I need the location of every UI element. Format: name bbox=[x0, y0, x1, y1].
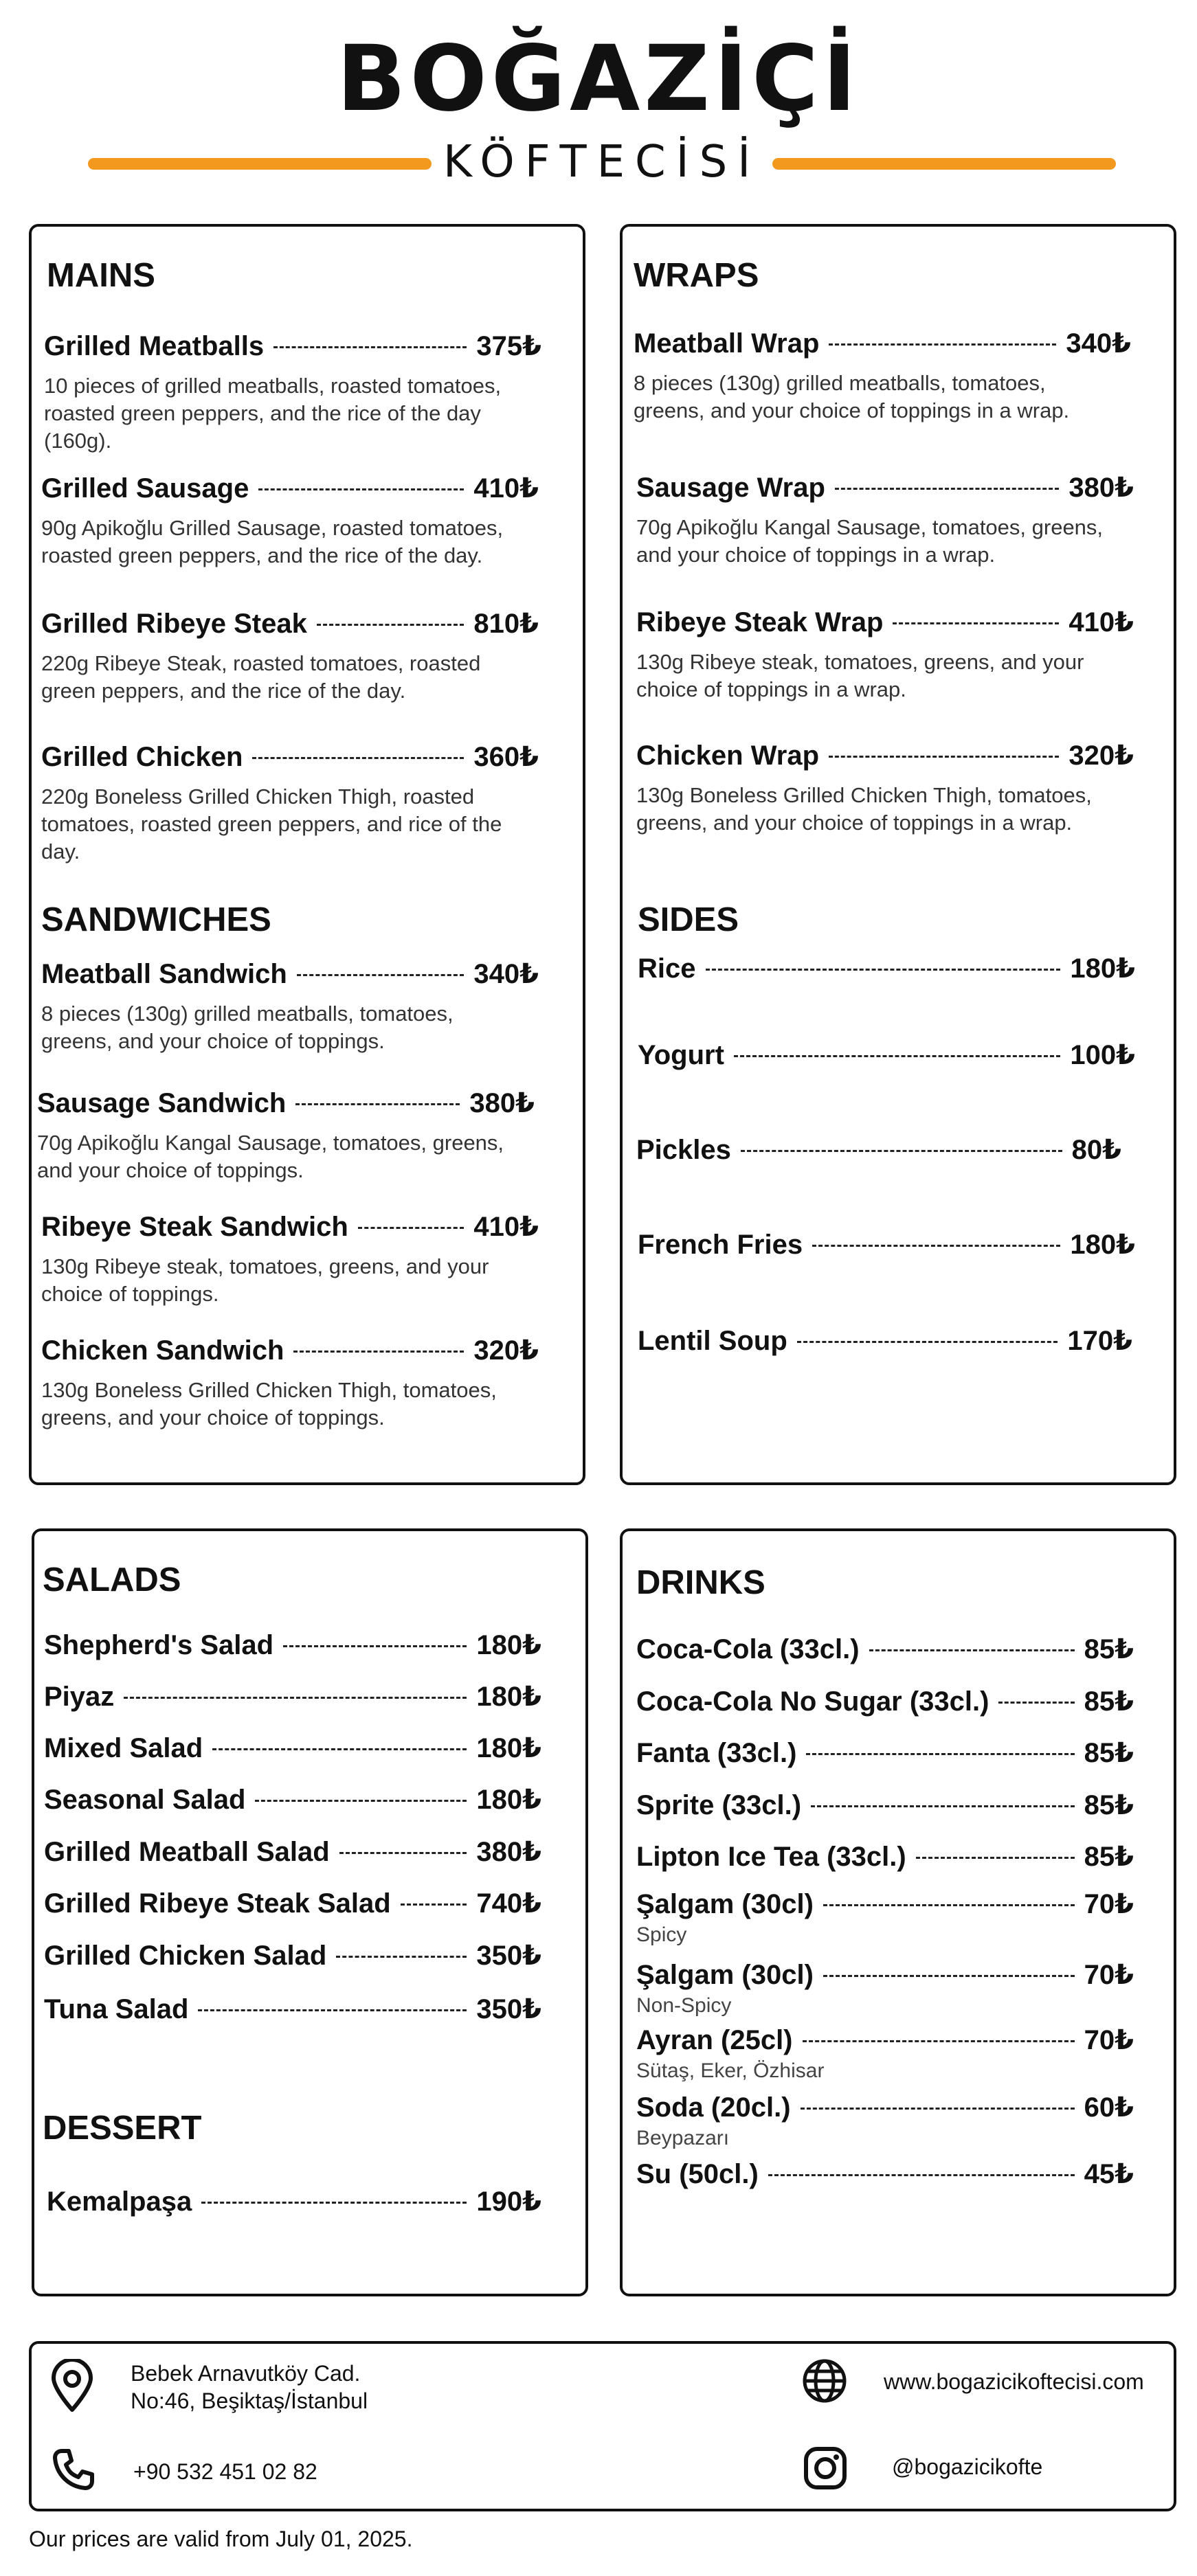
item-price: 85₺ bbox=[1084, 1842, 1134, 1872]
leader-dots bbox=[258, 488, 464, 490]
map-pin-icon bbox=[48, 2359, 96, 2413]
leader-dots bbox=[829, 756, 1059, 758]
address-line-1: Bebek Arnavutköy Cad. bbox=[131, 2361, 361, 2386]
item-name: Meatball Wrap bbox=[634, 328, 820, 359]
item-name: Pickles bbox=[636, 1135, 731, 1165]
item-name: Fanta (33cl.) bbox=[636, 1738, 797, 1768]
item-description: 70g Apikoğlu Kangal Sausage, tomatoes, greens, and your choice of toppings. bbox=[37, 1131, 504, 1182]
leader-dots bbox=[283, 1645, 467, 1647]
item-price: 85₺ bbox=[1084, 1790, 1134, 1820]
item-price: 320₺ bbox=[473, 1335, 539, 1366]
item-name: Grilled Ribeye Steak Salad bbox=[44, 1888, 391, 1919]
item-name: Grilled Meatballs bbox=[44, 331, 265, 361]
leader-dots bbox=[823, 1975, 1075, 1977]
leader-dots bbox=[255, 1800, 467, 1802]
item-description: 130g Ribeye steak, tomatoes, greens, and your choice of toppings in a wrap. bbox=[636, 650, 1084, 701]
menu-item bbox=[636, 1631, 1134, 1667]
brand-title: BOĞAZİÇİ bbox=[336, 26, 861, 132]
menu-item bbox=[44, 1991, 541, 2027]
item-price: 360₺ bbox=[473, 742, 539, 772]
menu-item bbox=[636, 1132, 1121, 1168]
menu-item bbox=[638, 951, 1135, 986]
item-price: 410₺ bbox=[473, 1212, 539, 1242]
item-name: Su (50cl.) bbox=[636, 2159, 759, 2189]
salads-dessert-panel bbox=[32, 1528, 588, 2296]
item-name: Sprite (33cl.) bbox=[636, 1790, 802, 1820]
menu-item bbox=[41, 1209, 539, 1308]
menu-item bbox=[634, 326, 1131, 425]
leader-dots bbox=[998, 1702, 1074, 1704]
item-price: 180₺ bbox=[476, 1733, 541, 1763]
menu-item bbox=[44, 1627, 541, 1663]
item-note: Beypazarı bbox=[636, 2127, 730, 2149]
leader-dots bbox=[893, 622, 1059, 624]
item-price: 80₺ bbox=[1071, 1135, 1121, 1165]
item-name: Piyaz bbox=[44, 1682, 115, 1712]
menu-item bbox=[638, 1227, 1135, 1263]
item-description: 220g Ribeye Steak, roasted tomatoes, roasted green peppers, and the rice of the day. bbox=[41, 651, 481, 703]
item-price: 410₺ bbox=[1069, 607, 1134, 637]
mains-title: MAINS bbox=[47, 257, 155, 294]
leader-dots bbox=[734, 1055, 1061, 1057]
leader-dots bbox=[869, 1649, 1075, 1651]
price-validity-note: Our prices are valid from July 01, 2025. bbox=[29, 2527, 413, 2551]
instagram-icon bbox=[803, 2445, 848, 2491]
item-price: 380₺ bbox=[476, 1837, 541, 1867]
item-price: 170₺ bbox=[1067, 1326, 1132, 1356]
drinks-title: DRINKS bbox=[636, 1564, 765, 1601]
item-description: 8 pieces (130g) grilled meatballs, tomatoes, greens, and your choice of toppings. bbox=[41, 1002, 454, 1053]
item-name: French Fries bbox=[638, 1230, 803, 1260]
menu-item bbox=[44, 1730, 541, 1766]
drinks-panel bbox=[620, 1528, 1176, 2296]
salads-title: SALADS bbox=[43, 1561, 181, 1598]
item-name: Coca-Cola (33cl.) bbox=[636, 1634, 860, 1664]
leader-dots bbox=[768, 2174, 1075, 2176]
leader-dots bbox=[317, 624, 465, 626]
item-name: Rice bbox=[638, 953, 696, 984]
item-name: Yogurt bbox=[638, 1040, 724, 1070]
leader-dots bbox=[806, 1753, 1074, 1755]
item-description: 130g Boneless Grilled Chicken Thigh, tomatoes, greens, and your choice of toppings. bbox=[41, 1378, 497, 1430]
item-price: 180₺ bbox=[476, 1785, 541, 1815]
leader-dots bbox=[358, 1227, 465, 1229]
leader-dots bbox=[823, 1904, 1075, 1906]
item-name: Şalgam (30cl) bbox=[636, 1960, 814, 1990]
item-name: Sausage Wrap bbox=[636, 473, 825, 503]
item-name: Kemalpaşa bbox=[47, 2187, 192, 2217]
menu-item bbox=[44, 1834, 541, 1870]
menu-item bbox=[636, 1839, 1134, 1875]
menu-item bbox=[636, 2022, 1134, 2083]
leader-dots bbox=[339, 1852, 467, 1854]
menu-item bbox=[41, 471, 539, 569]
sides-title: SIDES bbox=[638, 901, 739, 938]
item-name: Grilled Meatball Salad bbox=[44, 1837, 330, 1867]
menu-item bbox=[44, 1886, 541, 1921]
item-name: Sausage Sandwich bbox=[37, 1088, 287, 1118]
instagram-handle[interactable]: @bogazicikofte bbox=[892, 2454, 1043, 2479]
item-price: 85₺ bbox=[1084, 1738, 1134, 1768]
menu-item bbox=[41, 606, 539, 705]
item-price: 45₺ bbox=[1084, 2159, 1134, 2189]
leader-dots bbox=[273, 346, 467, 348]
item-price: 100₺ bbox=[1070, 1040, 1135, 1070]
item-price: 380₺ bbox=[469, 1088, 535, 1118]
item-description: 220g Boneless Grilled Chicken Thigh, roasted tomatoes, roasted green peppers, and rice of the day. bbox=[41, 784, 502, 863]
item-name: Ayran (25cl) bbox=[636, 2025, 793, 2055]
item-price: 85₺ bbox=[1084, 1634, 1134, 1664]
leader-dots bbox=[829, 343, 1056, 346]
item-description: 8 pieces (130g) grilled meatballs, tomatoes, greens, and your choice of toppings in a wrap. bbox=[634, 371, 1070, 422]
menu-item bbox=[44, 1782, 541, 1818]
item-note: Non-Spicy bbox=[636, 1994, 732, 2017]
leader-dots bbox=[401, 1903, 467, 1906]
item-price: 70₺ bbox=[1084, 1889, 1134, 1919]
item-name: Grilled Chicken bbox=[41, 742, 243, 772]
globe-icon bbox=[801, 2358, 848, 2404]
item-price: 60₺ bbox=[1084, 2092, 1134, 2123]
item-price: 340₺ bbox=[473, 959, 539, 989]
menu-item bbox=[638, 1037, 1135, 1073]
leader-dots bbox=[797, 1341, 1058, 1343]
leader-dots bbox=[812, 1245, 1060, 1247]
item-description: 10 pieces of grilled meatballs, roasted tomatoes, roasted green peppers, and the rice of the day (160g). bbox=[44, 374, 502, 453]
item-name: Ribeye Steak Sandwich bbox=[41, 1212, 348, 1242]
contact-footer bbox=[29, 2341, 1176, 2511]
wraps-title: WRAPS bbox=[634, 257, 759, 294]
leader-dots bbox=[916, 1857, 1075, 1859]
leader-dots bbox=[124, 1697, 467, 1699]
item-price: 70₺ bbox=[1084, 1960, 1134, 1990]
leader-dots bbox=[297, 974, 465, 976]
item-name: Lentil Soup bbox=[638, 1326, 787, 1356]
leader-dots bbox=[835, 488, 1060, 490]
item-note: Spicy bbox=[636, 1923, 687, 1946]
item-price: 740₺ bbox=[476, 1888, 541, 1919]
item-name: Coca-Cola No Sugar (33cl.) bbox=[636, 1686, 989, 1717]
menu-item bbox=[41, 739, 539, 866]
dessert-title: DESSERT bbox=[43, 2110, 202, 2147]
leader-dots bbox=[198, 2009, 467, 2011]
menu-item bbox=[636, 1787, 1134, 1823]
item-name: Seasonal Salad bbox=[44, 1785, 246, 1815]
leader-dots bbox=[811, 1805, 1075, 1807]
menu-item bbox=[636, 1886, 1134, 1947]
menu-item bbox=[636, 605, 1134, 703]
item-name: Şalgam (30cl) bbox=[636, 1889, 814, 1919]
item-note: Sütaş, Eker, Özhisar bbox=[636, 2059, 825, 2082]
item-name: Grilled Ribeye Steak bbox=[41, 609, 307, 639]
item-price: 85₺ bbox=[1084, 1686, 1134, 1717]
menu-item bbox=[636, 1957, 1134, 2018]
item-name: Meatball Sandwich bbox=[41, 959, 287, 989]
wraps-sides-panel bbox=[620, 224, 1176, 1485]
leader-dots bbox=[706, 969, 1061, 971]
item-description: 130g Boneless Grilled Chicken Thigh, tomatoes, greens, and your choice of toppings in a wrap. bbox=[636, 783, 1092, 835]
menu-item bbox=[636, 2090, 1134, 2150]
menu-item bbox=[44, 328, 541, 455]
item-price: 180₺ bbox=[1070, 953, 1135, 984]
menu-item bbox=[638, 1323, 1132, 1359]
phone-icon bbox=[51, 2447, 96, 2492]
item-name: Tuna Salad bbox=[44, 1994, 189, 2024]
item-price: 350₺ bbox=[476, 1941, 541, 1971]
menu-item bbox=[636, 1735, 1134, 1771]
item-name: Soda (20cl.) bbox=[636, 2092, 791, 2123]
menu-item bbox=[41, 956, 539, 1055]
leader-dots bbox=[252, 757, 464, 759]
address-line-2: No:46, Beşiktaş/İstanbul bbox=[131, 2388, 368, 2413]
leader-dots bbox=[212, 1748, 467, 1750]
item-price: 180₺ bbox=[476, 1682, 541, 1712]
item-name: Mixed Salad bbox=[44, 1733, 203, 1763]
sandwiches-title: SANDWICHES bbox=[41, 901, 271, 938]
mains-sandwiches-panel bbox=[29, 224, 585, 1485]
item-price: 180₺ bbox=[1070, 1230, 1135, 1260]
brand-subtitle: KÖFTECİSİ bbox=[443, 137, 761, 188]
menu-item bbox=[37, 1085, 535, 1184]
item-price: 70₺ bbox=[1084, 2025, 1134, 2055]
item-price: 350₺ bbox=[476, 1994, 541, 2024]
item-description: 70g Apikoğlu Kangal Sausage, tomatoes, greens, and your choice of toppings in a wrap. bbox=[636, 515, 1104, 567]
menu-item bbox=[41, 1333, 539, 1432]
item-name: Chicken Sandwich bbox=[41, 1335, 284, 1366]
menu-item bbox=[44, 1938, 541, 1974]
item-price: 810₺ bbox=[473, 609, 539, 639]
item-name: Ribeye Steak Wrap bbox=[636, 607, 884, 637]
item-price: 410₺ bbox=[473, 473, 539, 504]
item-price: 380₺ bbox=[1069, 473, 1134, 503]
item-price: 190₺ bbox=[476, 2187, 541, 2217]
leader-dots bbox=[293, 1351, 464, 1353]
menu-item bbox=[44, 1679, 541, 1715]
menu-item bbox=[47, 2184, 541, 2219]
item-name: Lipton Ice Tea (33cl.) bbox=[636, 1842, 906, 1872]
menu-item bbox=[636, 1684, 1134, 1719]
menu-item bbox=[636, 470, 1134, 569]
item-price: 375₺ bbox=[476, 331, 541, 361]
item-price: 340₺ bbox=[1066, 328, 1131, 359]
leader-dots bbox=[801, 2108, 1075, 2110]
item-description: 130g Ribeye steak, tomatoes, greens, and your choice of toppings. bbox=[41, 1254, 489, 1306]
item-description: 90g Apikoğlu Grilled Sausage, roasted tomatoes, roasted green peppers, and the rice of the day. bbox=[41, 516, 504, 567]
leader-dots bbox=[803, 2040, 1075, 2042]
leader-dots bbox=[295, 1103, 460, 1105]
item-price: 180₺ bbox=[476, 1630, 541, 1660]
menu-item bbox=[636, 2156, 1134, 2192]
item-name: Grilled Sausage bbox=[41, 473, 249, 504]
leader-dots bbox=[336, 1956, 467, 1958]
leader-dots bbox=[741, 1150, 1062, 1152]
item-price: 320₺ bbox=[1069, 741, 1134, 771]
item-name: Grilled Chicken Salad bbox=[44, 1941, 327, 1971]
brand-subtitle-row bbox=[88, 137, 1116, 188]
item-name: Chicken Wrap bbox=[636, 741, 819, 771]
website-link[interactable]: www.bogazicikoftecisi.com bbox=[884, 2369, 1144, 2394]
leader-dots bbox=[201, 2202, 467, 2204]
menu-item bbox=[636, 738, 1134, 837]
accent-line-right bbox=[772, 158, 1116, 170]
phone-number[interactable]: +90 532 451 02 82 bbox=[133, 2459, 317, 2484]
item-name: Shepherd's Salad bbox=[44, 1630, 274, 1660]
